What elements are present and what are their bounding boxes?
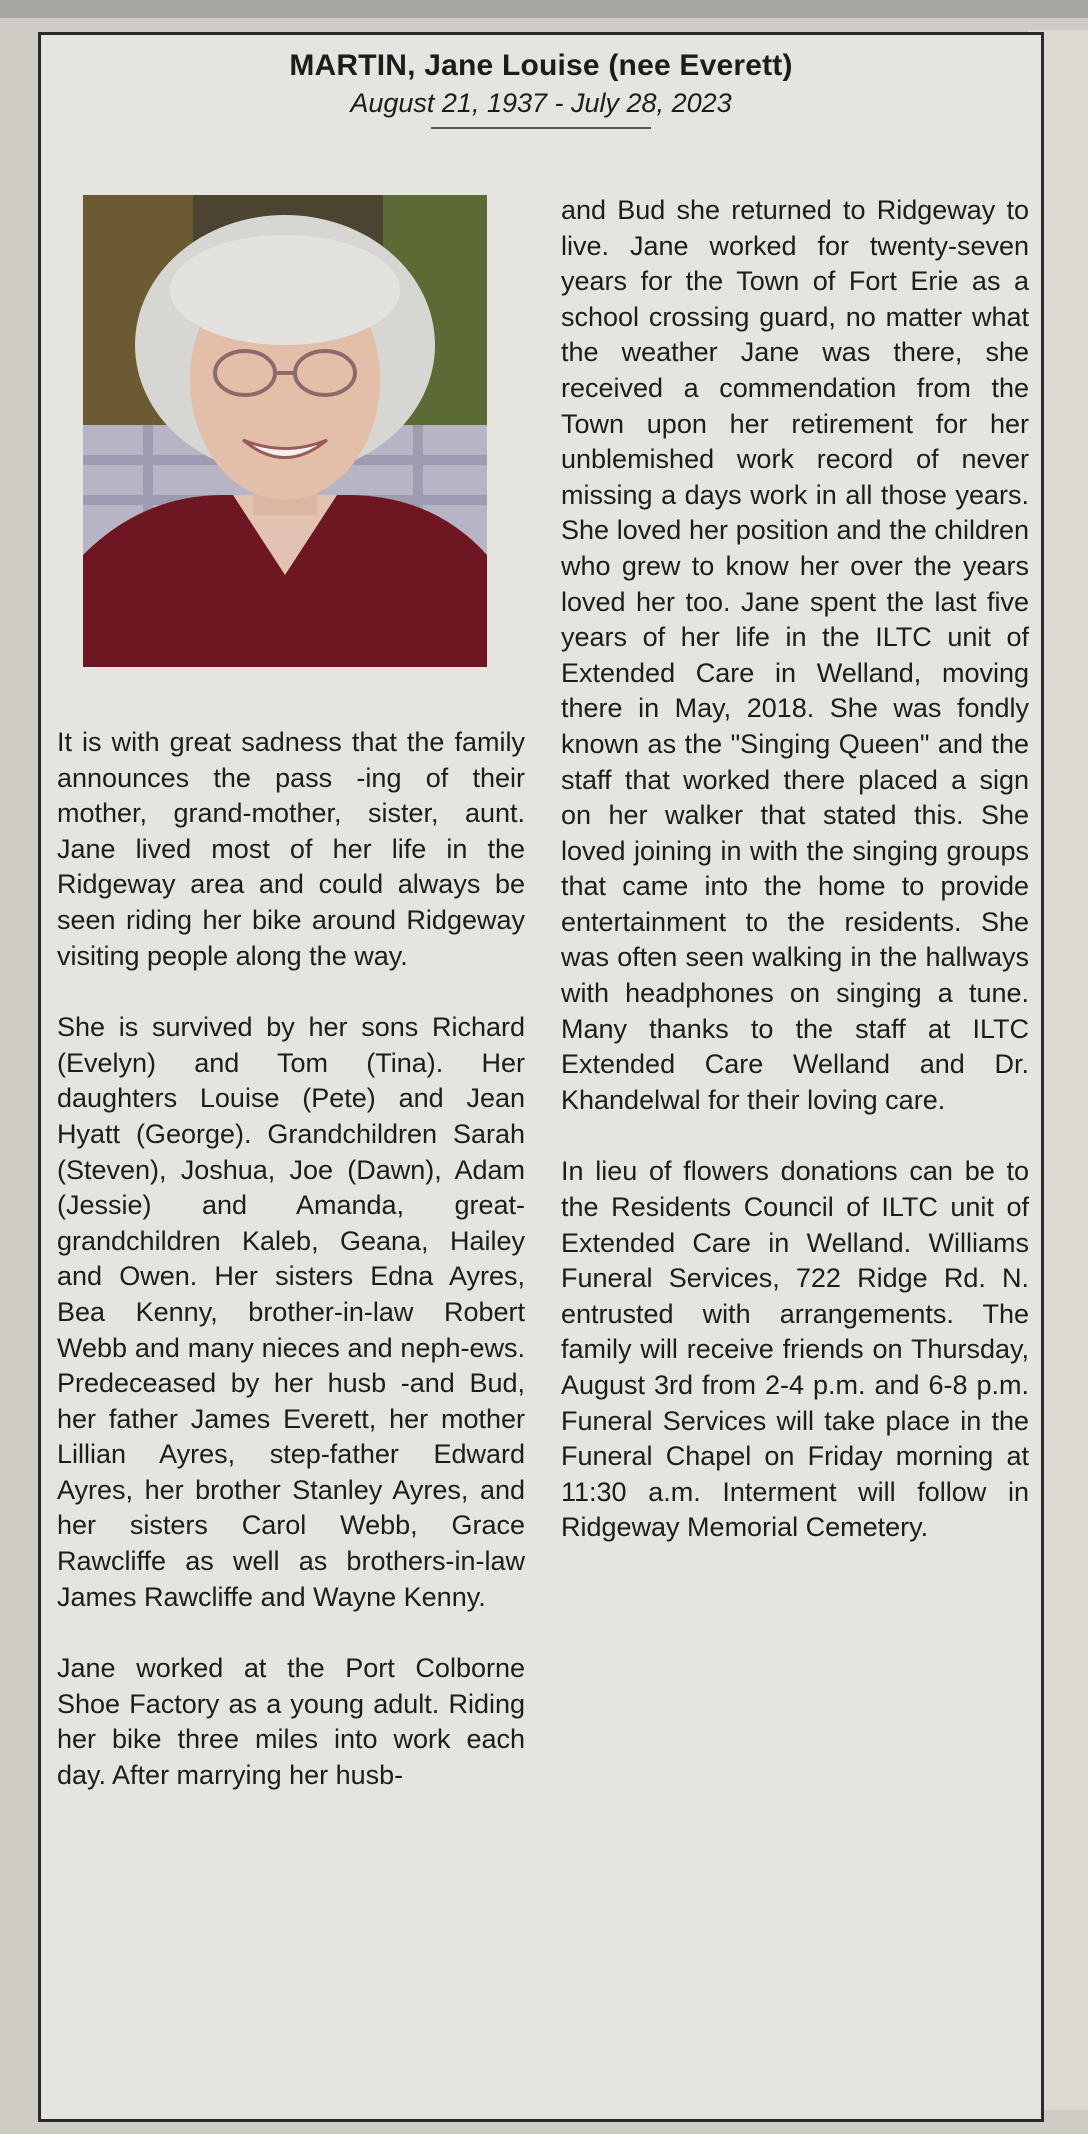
scan-top-edge: [0, 0, 1088, 18]
text-column-left: [57, 725, 525, 1830]
obituary-header: [41, 47, 1041, 129]
life-dates: August 21, 1937 - July 28, 2023: [350, 88, 732, 118]
header-divider: [431, 127, 651, 129]
deceased-name: MARTIN, Jane Louise (nee Everett): [289, 49, 793, 82]
portrait-photo: [83, 195, 487, 667]
paragraph-career: and Bud she returned to Ridgeway to live. Jane worked for twenty-seven years for the Town of Fort Erie as a school crossing guard, no matter what the weather Jane was there, she received a commendation from the Town upon her retirement for her unblemished work record of never missing a days work in all those years. She loved her position and the children who grew to know her over the years loved her too. Jane spent the last five years of her life in the ILTC unit of Extended Care in Welland, moving there in May, 2018. She was fondly known as the "Singing Queen" and the staff that worked there placed a sign on her walker that stated this. She loved joining in with the singing groups that came into the home to provide entertainment to the residents. She was often seen walking in the hallways with headphones on singing a tune. Many thanks to the staff at ILTC Extended Care Welland and Dr. Khandelwal for their loving care.: [561, 195, 1029, 1115]
obituary-notice: [38, 32, 1044, 2122]
paragraph-early-work: Jane worked at the Port Colborne Shoe Factory as a young adult. Riding her bike three miles into work each day. After marrying her husb-: [57, 1653, 525, 1791]
paragraph-arrangements: In lieu of flowers donations can be to the Residents Council of ILTC unit of Extended Care in Welland. Williams Funeral Services, 722 Ridge Rd. N. entrusted with arrangements. The family will receive friends on Thursday, August 3rd from 2-4 p.m. and 6-8 p.m. Funeral Services will take place in the Funeral Chapel on Friday morning at 11:30 a.m. Interment will follow in Ridgeway Memorial Cemetery.: [561, 1156, 1029, 1543]
paragraph-announcement: It is with great sadness that the family announces the pass -ing of their mother, grand-mother, sister, aunt. Jane lived most of her life in the Ridgeway area and could always be seen riding her bike around Ridgeway visiting people along the way.: [57, 727, 525, 971]
text-column-right: [561, 193, 1029, 1582]
paragraph-family: She is survived by her sons Richard (Evelyn) and Tom (Tina). Her daughters Louise (Pete) and Jean Hyatt (George). Grandchildren Sarah (Steven), Joshua, Joe (Dawn), Adam (Jessie) and Amanda, great-grandchildren Kaleb, Geana, Hailey and Owen. Her sisters Edna Ayres, Bea Kenny, brother-in-law Robert Webb and many nieces and neph-ews. Predeceased by her husb -and Bud, her father James Everett, her mother Lillian Ayres, step-father Edward Ayres, her brother Stanley Ayres, and her sisters Carol Webb, Grace Rawcliffe as well as brothers-in-law James Rawcliffe and Wayne Kenny.: [57, 1012, 525, 1612]
